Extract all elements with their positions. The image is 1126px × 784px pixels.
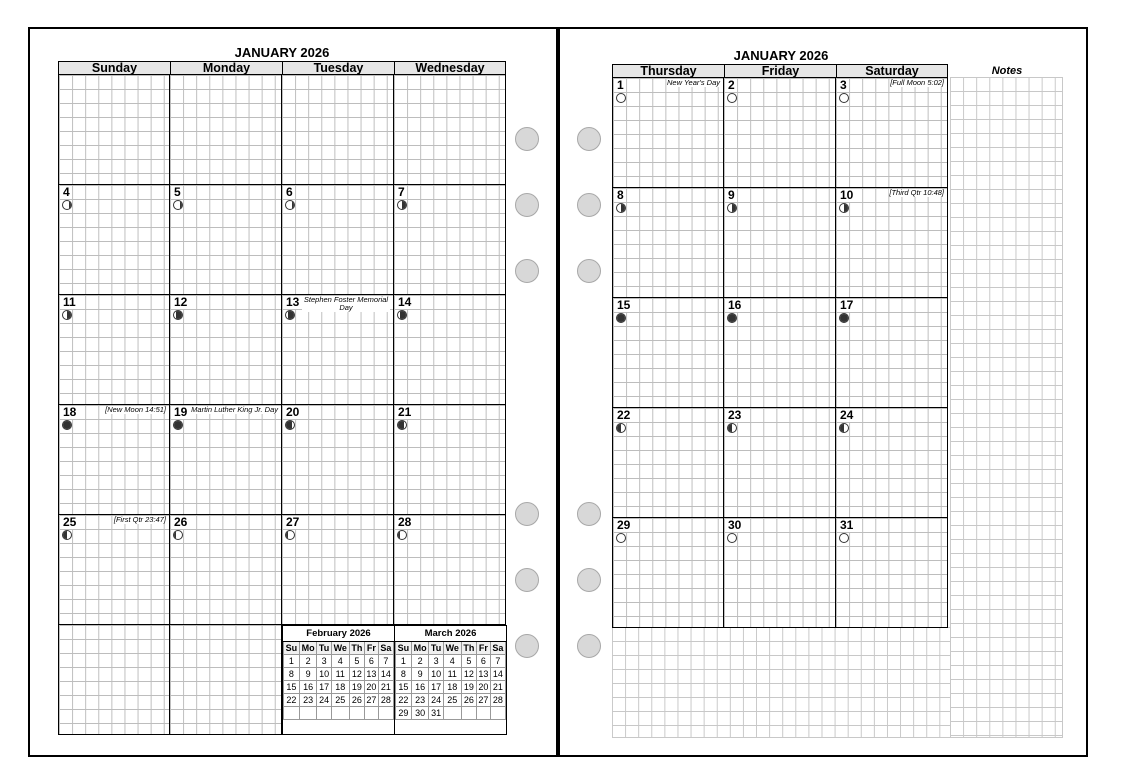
- day-note: New Year's Day: [667, 78, 720, 87]
- day-cell[interactable]: [724, 298, 836, 408]
- binder-hole-icon: [515, 568, 539, 592]
- moon-phase-icon: [285, 530, 295, 540]
- mini-date[interactable]: 20: [478, 682, 489, 692]
- binder-hole-icon: [515, 634, 539, 658]
- day-number: 29: [617, 518, 631, 532]
- mini-date[interactable]: 11: [443, 668, 461, 681]
- mini-date: [461, 707, 476, 720]
- day-cell[interactable]: [282, 295, 394, 405]
- mini-date[interactable]: 14: [490, 668, 505, 681]
- moon-phase-icon: [839, 203, 849, 213]
- day-number: 5: [174, 185, 181, 199]
- mini-calendar-title: February 2026: [284, 626, 394, 642]
- moon-shade: [176, 311, 182, 319]
- moon-phase-icon: [616, 533, 626, 543]
- mini-date[interactable]: 21: [490, 681, 505, 694]
- notes-label: Notes: [991, 65, 1023, 77]
- day-cell[interactable]: [170, 405, 282, 515]
- left-planner-page: [28, 27, 558, 757]
- day-note: [New Moon 14:51]: [105, 405, 166, 414]
- mini-date[interactable]: 16: [299, 681, 317, 694]
- day-cell[interactable]: [282, 185, 394, 295]
- bottom-notes-grid[interactable]: [612, 627, 951, 738]
- moon-shade: [617, 424, 621, 432]
- right-planner-page: [558, 27, 1088, 757]
- mini-date[interactable]: 15: [284, 681, 300, 694]
- moon-shade: [286, 421, 292, 429]
- day-cell[interactable]: [394, 75, 506, 185]
- day-cell[interactable]: [170, 75, 282, 185]
- mini-date: [317, 707, 331, 720]
- mini-date: [443, 707, 461, 720]
- moon-shade: [288, 311, 294, 319]
- day-number: 2: [728, 78, 735, 92]
- day-cell[interactable]: [58, 405, 170, 515]
- day-note: Stephen Foster Memorial Day: [303, 295, 389, 312]
- day-number: 10: [840, 188, 854, 202]
- binder-hole-icon: [577, 193, 601, 217]
- moon-shade: [840, 424, 844, 432]
- mini-weekday: Sa: [490, 642, 505, 655]
- moon-shade: [728, 314, 736, 322]
- day-cell[interactable]: [724, 518, 836, 628]
- mini-weekday: Mo: [299, 642, 317, 655]
- day-cell[interactable]: [170, 185, 282, 295]
- moon-phase-icon: [616, 93, 626, 103]
- moon-shade: [174, 421, 182, 429]
- mini-weekday: Tu: [430, 643, 442, 653]
- day-cell[interactable]: [282, 405, 394, 515]
- moon-phase-icon: [285, 420, 295, 430]
- day-cell[interactable]: [612, 408, 724, 518]
- mini-date: [349, 707, 364, 720]
- day-cell[interactable]: [58, 185, 170, 295]
- moon-phase-icon: [397, 420, 407, 430]
- day-number: 7: [398, 185, 405, 199]
- day-cell[interactable]: [170, 625, 282, 735]
- mini-date[interactable]: 9: [299, 668, 317, 681]
- moon-phase-icon: [727, 313, 737, 323]
- moon-phase-icon: [62, 530, 72, 540]
- moon-phase-icon: [285, 200, 295, 210]
- mini-date[interactable]: 18: [331, 681, 349, 694]
- day-cell[interactable]: [394, 515, 506, 625]
- mini-date[interactable]: 30: [411, 707, 429, 720]
- mini-date[interactable]: 25: [443, 694, 461, 707]
- day-number: 1: [617, 78, 624, 92]
- day-number: 23: [728, 408, 742, 422]
- day-number: 31: [840, 518, 854, 532]
- moon-shade: [398, 531, 400, 539]
- mini-date[interactable]: 4: [443, 655, 461, 668]
- day-number: 16: [728, 298, 742, 312]
- mini-date[interactable]: 9: [411, 668, 429, 681]
- mini-date[interactable]: 31: [429, 707, 443, 720]
- mini-weekday: Tu: [318, 643, 330, 653]
- day-number: 25: [63, 515, 77, 529]
- day-header-saturday: Saturday: [836, 64, 948, 78]
- day-note: [First Qtr 23:47]: [113, 515, 166, 524]
- moon-phase-icon: [173, 530, 183, 540]
- day-number: 22: [617, 408, 631, 422]
- day-cell[interactable]: [724, 188, 836, 298]
- moon-phase-icon: [397, 530, 407, 540]
- moon-phase-icon: [397, 310, 407, 320]
- mini-weekday: Th: [461, 642, 476, 655]
- mini-date[interactable]: 19: [349, 681, 364, 694]
- day-number: 30: [728, 518, 742, 532]
- notes-grid[interactable]: [950, 77, 1063, 738]
- mini-date[interactable]: 20: [366, 682, 377, 692]
- day-cell[interactable]: [282, 515, 394, 625]
- mini-date[interactable]: 28: [490, 694, 505, 707]
- moon-phase-icon: [839, 313, 849, 323]
- mini-date[interactable]: 8: [284, 668, 300, 681]
- mini-date[interactable]: 27: [366, 695, 377, 705]
- mini-date[interactable]: 5: [461, 655, 476, 668]
- day-number: 9: [728, 188, 735, 202]
- mini-weekday: Fr: [476, 642, 490, 655]
- moon-shade: [292, 201, 294, 209]
- mini-date[interactable]: 17: [429, 681, 443, 694]
- day-header-wednesday: Wednesday: [394, 61, 506, 75]
- moon-phase-icon: [616, 203, 626, 213]
- moon-shade: [398, 421, 404, 429]
- mini-weekday: Su: [396, 642, 412, 655]
- moon-phase-icon: [616, 313, 626, 323]
- moon-phase-icon: [727, 203, 737, 213]
- moon-shade: [69, 201, 71, 209]
- day-cell[interactable]: [836, 298, 948, 408]
- day-cell[interactable]: [836, 408, 948, 518]
- mini-date[interactable]: 29: [396, 707, 412, 720]
- mini-date: [378, 707, 393, 720]
- day-header-monday: Monday: [170, 61, 283, 75]
- day-number: 8: [617, 188, 624, 202]
- mini-date[interactable]: 17: [317, 681, 331, 694]
- binder-hole-icon: [577, 502, 601, 526]
- mini-date: [299, 707, 317, 720]
- moon-phase-icon: [62, 420, 72, 430]
- moon-phase-icon: [285, 310, 295, 320]
- moon-shade: [174, 531, 176, 539]
- mini-date[interactable]: 15: [396, 681, 412, 694]
- mini-date: [476, 707, 490, 720]
- binder-hole-icon: [515, 259, 539, 283]
- day-number: 24: [840, 408, 854, 422]
- mini-weekday: We: [331, 642, 349, 655]
- moon-phase-icon: [839, 93, 849, 103]
- mini-date[interactable]: 2: [299, 655, 317, 668]
- right-month-title: JANUARY 2026: [733, 48, 829, 63]
- day-cell[interactable]: [836, 188, 948, 298]
- mini-date: [490, 707, 505, 720]
- day-number: 4: [63, 185, 70, 199]
- day-cell[interactable]: [394, 295, 506, 405]
- day-cell[interactable]: [170, 515, 282, 625]
- day-header-friday: Friday: [724, 64, 837, 78]
- day-note: [Full Moon 5:02]: [890, 78, 944, 87]
- day-number: 21: [398, 405, 412, 419]
- mini-date: [364, 707, 378, 720]
- day-header-sunday: Sunday: [58, 61, 171, 75]
- day-number: 13: [286, 295, 300, 309]
- day-header-tuesday: Tuesday: [282, 61, 395, 75]
- day-number: 14: [398, 295, 412, 309]
- mini-date[interactable]: 1: [284, 655, 300, 668]
- binder-hole-icon: [577, 634, 601, 658]
- mini-date: [331, 707, 349, 720]
- day-number: 27: [286, 515, 300, 529]
- day-cell[interactable]: [282, 75, 394, 185]
- day-number: 20: [286, 405, 300, 419]
- moon-phase-icon: [727, 533, 737, 543]
- mini-weekday: Fr: [364, 642, 378, 655]
- mini-date[interactable]: 7: [490, 655, 505, 668]
- binder-hole-icon: [515, 502, 539, 526]
- day-number: 28: [398, 515, 412, 529]
- moon-shade: [728, 424, 732, 432]
- moon-phase-icon: [173, 310, 183, 320]
- binder-hole-icon: [515, 193, 539, 217]
- moon-shade: [732, 204, 736, 212]
- mini-weekday: We: [443, 642, 461, 655]
- mini-date[interactable]: 10: [317, 668, 331, 681]
- day-cell[interactable]: [394, 185, 506, 295]
- day-number: 19: [174, 405, 188, 419]
- mini-date[interactable]: 18: [443, 681, 461, 694]
- mini-date[interactable]: 25: [331, 694, 349, 707]
- mini-date[interactable]: 26: [461, 694, 476, 707]
- mini-calendar-february-2026: [282, 625, 395, 735]
- day-number: 15: [617, 298, 631, 312]
- mini-date[interactable]: 3: [429, 655, 443, 668]
- day-cell[interactable]: [612, 78, 724, 188]
- mini-date[interactable]: 6: [364, 655, 378, 668]
- mini-weekday: Th: [349, 642, 364, 655]
- mini-date[interactable]: 28: [378, 694, 393, 707]
- moon-phase-icon: [839, 533, 849, 543]
- mini-date[interactable]: 23: [299, 694, 317, 707]
- mini-date[interactable]: 12: [349, 668, 364, 681]
- day-header-thursday: Thursday: [612, 64, 725, 78]
- day-cell[interactable]: [836, 78, 948, 188]
- mini-date[interactable]: 24: [429, 694, 443, 707]
- mini-weekday: Su: [284, 642, 300, 655]
- mini-date[interactable]: 6: [476, 655, 490, 668]
- moon-shade: [617, 314, 625, 322]
- moon-phase-icon: [616, 423, 626, 433]
- day-cell[interactable]: [724, 78, 836, 188]
- day-number: 26: [174, 515, 188, 529]
- day-number: 12: [174, 295, 188, 309]
- mini-date[interactable]: 1: [396, 655, 412, 668]
- day-number: 6: [286, 185, 293, 199]
- moon-shade: [402, 201, 406, 209]
- mini-date[interactable]: 13: [478, 669, 489, 679]
- day-cell[interactable]: [58, 75, 170, 185]
- mini-calendar-march-2026: [394, 625, 507, 735]
- moon-phase-icon: [173, 200, 183, 210]
- day-number: 3: [840, 78, 847, 92]
- mini-date[interactable]: 10: [429, 668, 443, 681]
- mini-date[interactable]: 21: [378, 681, 393, 694]
- moon-phase-icon: [727, 93, 737, 103]
- mini-weekday: Mo: [411, 642, 429, 655]
- left-month-title: JANUARY 2026: [234, 45, 330, 60]
- moon-phase-icon: [62, 310, 72, 320]
- mini-calendar-title: March 2026: [396, 626, 506, 642]
- mini-date[interactable]: 27: [478, 695, 489, 705]
- mini-date[interactable]: 16: [411, 681, 429, 694]
- mini-date[interactable]: 14: [378, 668, 393, 681]
- mini-weekday: Sa: [378, 642, 393, 655]
- mini-date[interactable]: 2: [411, 655, 429, 668]
- moon-phase-icon: [839, 423, 849, 433]
- binder-hole-icon: [577, 127, 601, 151]
- mini-date[interactable]: 3: [317, 655, 331, 668]
- day-number: 17: [840, 298, 854, 312]
- moon-phase-icon: [173, 420, 183, 430]
- day-number: 11: [63, 295, 76, 309]
- moon-shade: [63, 531, 67, 539]
- day-cell[interactable]: [612, 188, 724, 298]
- mini-date[interactable]: 22: [284, 694, 300, 707]
- moon-shade: [400, 311, 406, 319]
- moon-phase-icon: [727, 423, 737, 433]
- mini-date[interactable]: 12: [461, 668, 476, 681]
- mini-date[interactable]: 11: [331, 668, 349, 681]
- day-cell[interactable]: [58, 515, 170, 625]
- moon-shade: [63, 421, 71, 429]
- mini-date[interactable]: 24: [317, 694, 331, 707]
- day-cell[interactable]: [58, 295, 170, 405]
- mini-date[interactable]: 4: [331, 655, 349, 668]
- day-cell[interactable]: [836, 518, 948, 628]
- binder-hole-icon: [515, 127, 539, 151]
- moon-phase-icon: [397, 200, 407, 210]
- moon-shade: [844, 204, 848, 212]
- day-number: 18: [63, 405, 77, 419]
- mini-date[interactable]: 22: [396, 694, 412, 707]
- mini-date[interactable]: 5: [349, 655, 364, 668]
- day-cell[interactable]: [724, 408, 836, 518]
- moon-phase-icon: [62, 200, 72, 210]
- day-note: [Third Qtr 10:48]: [889, 188, 944, 197]
- moon-shade: [286, 531, 288, 539]
- moon-shade: [840, 314, 848, 322]
- day-cell[interactable]: [612, 518, 724, 628]
- mini-date[interactable]: 23: [411, 694, 429, 707]
- mini-date[interactable]: 7: [378, 655, 393, 668]
- moon-shade: [180, 201, 182, 209]
- day-cell[interactable]: [394, 405, 506, 515]
- mini-date[interactable]: 8: [396, 668, 412, 681]
- day-cell[interactable]: [58, 625, 170, 735]
- mini-date[interactable]: 19: [461, 681, 476, 694]
- mini-date: [284, 707, 300, 720]
- moon-shade: [67, 311, 71, 319]
- binder-hole-icon: [577, 568, 601, 592]
- mini-date[interactable]: 26: [349, 694, 364, 707]
- day-note: Martin Luther King Jr. Day: [191, 405, 278, 414]
- moon-shade: [621, 204, 625, 212]
- day-cell[interactable]: [170, 295, 282, 405]
- binder-hole-icon: [577, 259, 601, 283]
- day-cell[interactable]: [612, 298, 724, 408]
- mini-date[interactable]: 13: [366, 669, 377, 679]
